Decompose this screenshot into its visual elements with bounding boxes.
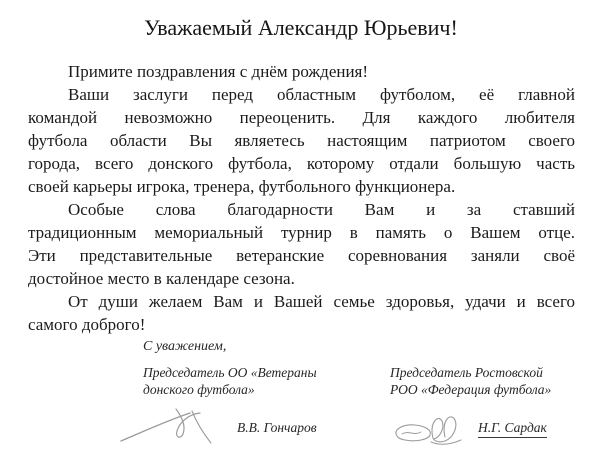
- signatory-title-right-line1: Председатель Ростовской: [390, 365, 543, 380]
- signatory-name-right: Н.Г. Сардак: [478, 420, 547, 438]
- letter-line: достойное место в календаре сезона.: [28, 269, 295, 288]
- letter-line: своей карьеры игрока, тренера, футбольного функционера.: [28, 177, 456, 196]
- signatory-title-left-line1: Председатель ОО «Ветераны: [143, 365, 317, 380]
- letter-line: футбола области Вы являетесь настоящим патриотом своего: [28, 131, 575, 150]
- letter-line: города, всего донского футбола, которому отдали большую часть: [28, 154, 575, 173]
- letter-line: Ваши заслуги перед областным футболом, её главной: [68, 85, 575, 104]
- letter-title: Уважаемый Александр Юрьевич!: [144, 15, 458, 40]
- letter-line: Особые слова благодарности Вам и за ставший: [68, 200, 575, 219]
- signatory-name-left: В.В. Гончаров: [237, 420, 317, 435]
- signatory-title-right: [390, 365, 551, 398]
- signature-goncharov-scribble: [118, 403, 222, 449]
- letter-closing: С уважением,: [143, 339, 227, 354]
- letter-body: [28, 60, 575, 336]
- signatory-title-right-line2: РОО «Федерация футбола»: [390, 381, 552, 397]
- signatory-title-left: [143, 365, 317, 398]
- letter-line: командой невозможно переоценить. Для каждого любителя: [28, 108, 575, 127]
- signature-sardak-scribble: [392, 411, 466, 449]
- signatory-title-left-line2: донского футбола»: [143, 381, 255, 397]
- letter-line: традиционным мемориальный турнир в память о Вашем отце.: [28, 223, 575, 242]
- letter-line: самого доброго!: [28, 315, 146, 334]
- letter-line: Примите поздравления с днём рождения!: [68, 62, 369, 81]
- letter-line: Эти представительные ветеранские соревнования заняли своё: [28, 246, 575, 265]
- letter-line: От души желаем Вам и Вашей семье здоровья, удачи и всего: [68, 292, 575, 311]
